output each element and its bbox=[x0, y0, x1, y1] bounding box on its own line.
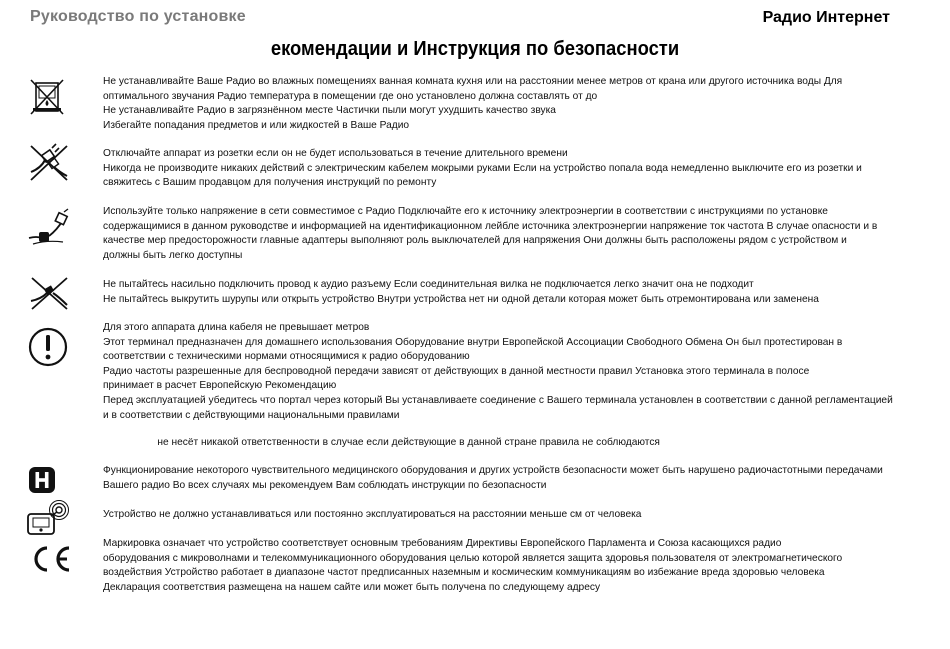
text-line: Декларация соответствия размещена на нашем сайте или может быть получена по следующему адресу bbox=[103, 580, 601, 593]
warning-note bbox=[103, 435, 920, 450]
power-adapter-icon bbox=[27, 208, 71, 248]
hospital-h-icon bbox=[27, 465, 57, 495]
text-line: Перед эксплуатацией убедитесь что портал через который Вы устанавливаете соединение с Вашего терминала установлен в соответствии с данной регламентацией bbox=[103, 393, 893, 406]
no-force-plug-icon bbox=[27, 275, 71, 311]
text-line: принимает в расчет Европейскую Рекомендацию bbox=[103, 379, 337, 392]
section-unplug-text bbox=[103, 146, 920, 190]
text-line: Вашего радио Во всех случаях мы рекомендуем Вам соблюдать инструкции по безопасности bbox=[103, 478, 547, 491]
section-ce-text bbox=[103, 536, 920, 594]
page-title: екомендации и Инструкция по безопасности bbox=[270, 38, 680, 60]
manual-header-left: Руководство по установке bbox=[30, 8, 246, 25]
ce-mark-icon bbox=[27, 544, 75, 574]
text-line: и в соответствии с действующими национальными правилами bbox=[103, 408, 400, 421]
text-line: воздействия Устройство работает в диапазоне частот предписанных наземным и космическим коммуникациям во избежание вреда здоровью человека bbox=[103, 566, 825, 579]
text-line: не несёт никакой ответственности в случае если действующие в данной стране правила не соблюдаются bbox=[157, 436, 660, 448]
section-audio-text bbox=[103, 277, 920, 306]
text-line: Не пытайтесь насильно подключить провод к аудио разъему Если соединительная вилка не подключается легко значит она не подходит bbox=[103, 278, 754, 290]
no-water-icon bbox=[27, 76, 67, 116]
text-line: Для этого аппарата длина кабеля не превышает метров bbox=[103, 321, 370, 333]
unplug-icon bbox=[27, 142, 71, 182]
section-warning-text bbox=[103, 320, 920, 422]
manual-header-right: Радио Интернет bbox=[762, 9, 890, 26]
text-line: оптимального звучания Радио температура в помещении где оно установлено должна составлять от до bbox=[103, 89, 598, 102]
text-line: Этот терминал предназначен для домашнего использования Оборудование внутри Европейской Ассоциации Свободного Обмена Он был протестирован в bbox=[103, 335, 843, 348]
text-line: соответствии с техническими нормами относящимися к радио оборудованию bbox=[103, 350, 470, 363]
text-line: Не устанавливайте Ваше Радио во влажных помещениях ванная комната кухня или на расстоянии менее метров от крана или другого источника воды Для bbox=[103, 75, 843, 87]
text-line: Отключайте аппарат из розетки если он не будет использоваться в течение длительного времени bbox=[103, 147, 568, 159]
text-line: должны быть легко доступны bbox=[103, 248, 243, 261]
section-hospital-text bbox=[103, 463, 920, 492]
text-line: Используйте только напряжение в сети совместимое с Радио Подключайте его к источнику электроэнергии в соответствии с инструкциями по установке bbox=[103, 205, 828, 217]
section-power-text bbox=[103, 204, 920, 262]
text-line: Никогда не производите никаких действий с электрическим кабелем мокрыми руками Если на устройство попала вода немедленно выключите его из розетки и bbox=[103, 161, 862, 174]
text-line: Маркировка означает что устройство соответствует основным требованиям Директивы Европейского Парламента и Союза касающихся радио bbox=[103, 537, 782, 549]
text-line: Функционирование некоторого чувствительного медицинского оборудования и других устройств безопасности может быть нарушено радиочастотными передачами bbox=[103, 464, 883, 476]
text-line: Избегайте попадания предметов и или жидкостей в Ваше Радио bbox=[103, 118, 410, 131]
exclamation-icon bbox=[27, 326, 69, 368]
text-line: Не устанавливайте Радио в загрязнённом месте Частички пыли могут ухудшить качество звука bbox=[103, 104, 556, 117]
text-line: Не пытайтесь выкрутить шурупы или открыть устройство Внутри устройства нет ни одной детали которая может быть отремонтирована или заменена bbox=[103, 292, 819, 305]
section-moisture-text bbox=[103, 74, 920, 132]
text-line: содержащимися в данном руководстве и информацией на идентификационном лейбле источника электроэнергии напряжение ток частота В случае опасности и в bbox=[103, 219, 878, 232]
radio-distance-icon bbox=[25, 500, 71, 538]
text-line: свяжитесь с Вашим продавцом для получения инструкций по ремонту bbox=[103, 176, 437, 189]
text-line: качестве мер предосторожности главные адаптеры выполняют роль выключателей для напряжения Они должны быть расположены рядом с устройством и bbox=[103, 234, 847, 247]
text-line: Устройство не должно устанавливаться или постоянно эксплуатироваться на расстоянии меньше см от человека bbox=[103, 508, 642, 520]
text-line: Радио частоты разрешенные для беспроводной передачи зависят от действующих в данной местности правил Установка этого терминала в полосе bbox=[103, 364, 810, 377]
section-distance-text bbox=[103, 507, 920, 522]
text-line: оборудования с микроволнами и телекоммуникационного оборудования целью которой является защита здоровья пользователя от электромагнетического bbox=[103, 551, 843, 564]
